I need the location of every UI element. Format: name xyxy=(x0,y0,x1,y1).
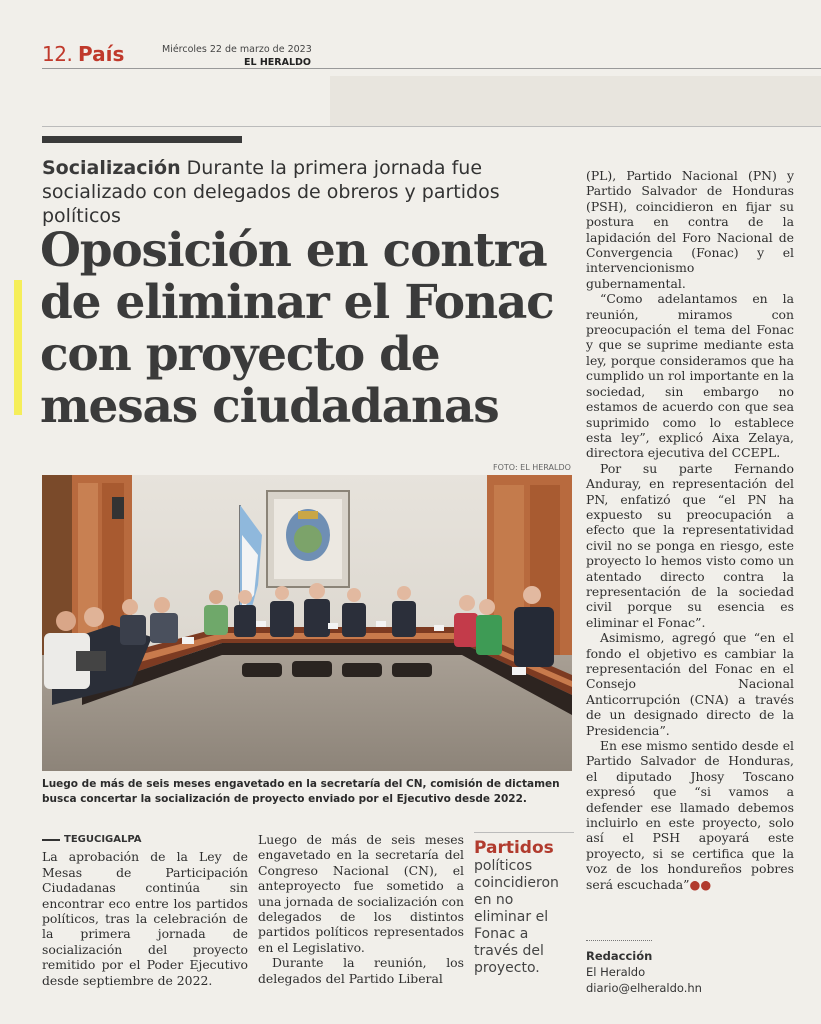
dateline xyxy=(42,832,248,847)
byline-rule xyxy=(586,940,652,941)
kicker-keyword: Socialización xyxy=(42,157,181,179)
kicker-text: Durante la primera jornada fue socializado con delegados de obreros y partidos políticos xyxy=(42,157,500,227)
section-name: País xyxy=(78,42,125,66)
body-paragraph: “Como adelantamos en la reunión, miramos con preocupación el tema del Fonac y que se suprime mediante esta ley, porque consideramos que ha cumplido un rol importante en la sociedad, sin embargo no estamos de acuerdo con que sea suprimido como lo establece esta ley”, explicó Aixa Zelaya, directora ejecutiva del CCEPL. xyxy=(586,291,794,461)
issue-date: Miércoles 22 de marzo de 2023 xyxy=(162,44,312,55)
pullquote-rule xyxy=(474,832,574,833)
byline-title: Redacción xyxy=(586,949,653,963)
meeting-photo xyxy=(42,475,572,771)
photo-caption: Luego de más de seis meses engavetado en la secretaría del CN, comisión de dictamen busca concertar la socialización de proyecto enviado por el Ejecutivo desde 2022. xyxy=(42,778,560,805)
body-paragraph: Luego de más de seis meses engavetado en la secretaría del Congreso Nacional (CN), el anteproyecto fue sometido a una jornada de socialización con delegados de los distintos partidos políticos representados en el Legislativo. xyxy=(258,832,464,955)
dateline-city: TEGUCIGALPA xyxy=(64,834,142,845)
header-divider xyxy=(42,68,821,69)
headline: Oposición en contra de eliminar el Fonac con proyecto de mesas ciudadanas xyxy=(40,223,554,434)
dateline-dash xyxy=(42,839,60,841)
body-paragraph: Por su parte Fernando Anduray, en representación del PN, enfatizó que “el PN ha expuesto su preocupación a efecto que la representatividad civil no se ponga en riesgo, este proyecto lo hemos visto como un atentado directo contra la representación de la sociedad civil porque su esencia es eliminar el Fonac”. xyxy=(586,460,794,630)
body-column-3 xyxy=(586,168,794,892)
pullquote-head: Partidos xyxy=(474,838,554,858)
byline-email: diario@elheraldo.hn xyxy=(586,981,702,995)
article-top-bar xyxy=(42,136,242,143)
body-paragraph: Durante la reunión, los delegados del Partido Liberal xyxy=(258,955,464,986)
kicker-deck xyxy=(42,156,572,228)
body-column-1 xyxy=(42,832,248,988)
body-paragraph: Asimismo, agregó que “en el fondo el objetivo es cambiar la representación del Fonac en el Consejo Nacional Anticorrupción (CNA) a través de un designado directo de la Presidencia”. xyxy=(586,630,794,738)
bleed-through-area xyxy=(330,76,821,126)
body-column-2 xyxy=(258,832,464,986)
photo-credit: FOTO: EL HERALDO xyxy=(493,463,571,472)
pullquote xyxy=(474,838,574,977)
page-number: 12. xyxy=(42,42,73,66)
end-mark: ●● xyxy=(689,876,712,892)
pullquote-body: políticos coincidieron en no eliminar el Fonac a través del proyecto. xyxy=(474,858,559,976)
last-paragraph-text: En ese mismo sentido desde el Partido Salvador de Honduras, el diputado Jhosy Toscano expresó que “si vamos a defender ese llamado debemos incluirlo en este proyecto, solo así el PSH apoyará este proyecto, si se certifica que la voz de los hondureños pobres será escuchada” xyxy=(586,738,794,892)
highlighter-mark xyxy=(14,280,22,415)
byline xyxy=(586,948,794,996)
body-paragraph-last xyxy=(586,738,794,892)
section-divider xyxy=(42,126,821,127)
byline-outlet: El Heraldo xyxy=(586,965,646,979)
body-paragraph: (PL), Partido Nacional (PN) y Partido Salvador de Honduras (PSH), coincidieron en fijar su postura en contra de la lapidación del Foro Nacional de Convergencia (Fonac) y el intervencionismo gubernamental. xyxy=(586,168,794,291)
body-paragraph: La aprobación de la Ley de Mesas de Participación Ciudadanas continúa sin encontrar eco entre los partidos políticos, tras la celebración de la primera jornada de socialización del proyecto remitido por el Poder Ejecutivo desde septiembre de 2022. xyxy=(42,849,248,988)
newspaper-name: EL HERALDO xyxy=(244,57,311,68)
